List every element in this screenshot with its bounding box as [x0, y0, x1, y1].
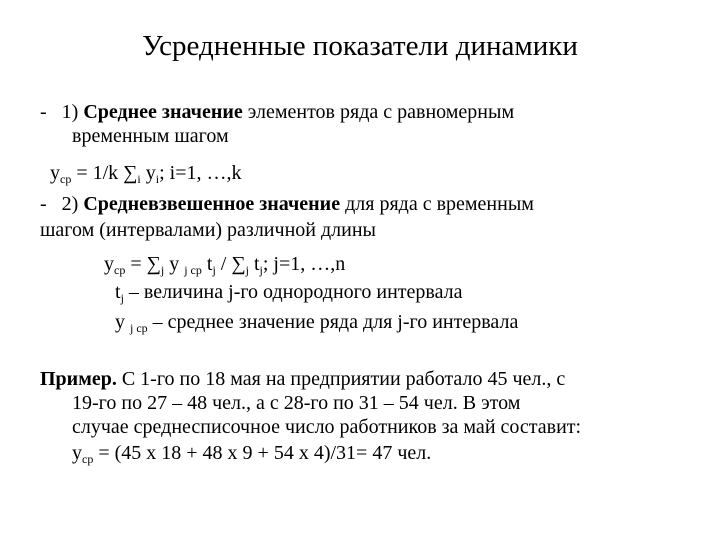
item2-rest: для ряда с временным — [340, 193, 534, 215]
formula2-sub-jcp: j ср — [184, 263, 202, 277]
example-text1: С 1-го по 18 мая на предприятии работало 45 чел., с — [116, 368, 566, 390]
definition-yjcp — [115, 310, 518, 334]
formula1-eq: = 1/k ∑ — [71, 162, 138, 184]
item1-line2: временным шагом — [72, 125, 229, 147]
example-line1 — [40, 367, 565, 391]
def2-sub-jcp: j ср — [130, 321, 148, 335]
item2-prefix: 2) — [61, 193, 84, 215]
item2-line2: шагом (интервалами) различной длины — [40, 219, 376, 241]
formula2-sub-j3: j — [245, 263, 249, 277]
definition-tj — [115, 280, 462, 304]
item1-term: Среднее значение — [83, 101, 243, 123]
slide-title: Усредненные показатели динамики — [142, 30, 578, 62]
formula1-y: y — [50, 162, 60, 184]
item2-dash: - — [40, 193, 47, 215]
example-label: Пример. — [40, 368, 117, 390]
example-line3: случае среднесписочное число работников за май составит: — [72, 416, 582, 438]
formula2-sub-j4: j — [259, 263, 263, 277]
formula2-tail: ; j=1, …,n — [262, 253, 346, 275]
formula2-y: y — [104, 253, 114, 275]
item2-term: Средневзвешенное значение — [83, 193, 341, 215]
example-result: = (45 х 18 + 48 х 9 + 54 х 4)/31= 47 чел. — [93, 442, 432, 464]
def1-text: – величина j-го однородного интервала — [123, 281, 463, 303]
item1-prefix: 1) — [61, 101, 84, 123]
def2-text: – среднее значение ряда для j-го интервала — [147, 311, 519, 333]
formula2-t2: t — [248, 253, 260, 275]
item1-line1 — [40, 100, 514, 124]
formula2-t: t — [201, 253, 213, 275]
formula2-sub-j: j — [160, 263, 165, 277]
example-y: y — [72, 442, 82, 464]
formula2-eq: = ∑ — [125, 253, 161, 275]
formula1-sub-cp: ср — [60, 172, 72, 186]
item2-line1 — [40, 192, 534, 216]
item1-rest: элементов ряда с равномерным — [242, 101, 515, 123]
formula1-tail: ; i=1, …,k — [159, 162, 242, 184]
example-line4 — [72, 441, 431, 465]
formula2-sub-j2: j — [212, 263, 216, 277]
formula1-sub-i: i — [137, 172, 141, 186]
def1-sub-j: j — [120, 291, 124, 305]
def2-y: y — [115, 311, 130, 333]
example-sub-cp: ср — [82, 452, 94, 466]
formula2 — [104, 252, 345, 276]
formula1-yi: y — [140, 162, 156, 184]
formula2-sub-cp: ср — [114, 263, 126, 277]
example-line2: 19-го по 27 – 48 чел., а с 28-го по 31 – 54 чел. В этом — [72, 392, 521, 414]
formula1-sub-i2: i — [155, 172, 160, 186]
formula2-y2: y — [164, 253, 185, 275]
formula1 — [50, 161, 242, 185]
def1-t: t — [115, 281, 121, 303]
item1-dash: - — [40, 101, 47, 123]
formula2-div: / ∑ — [215, 253, 246, 275]
